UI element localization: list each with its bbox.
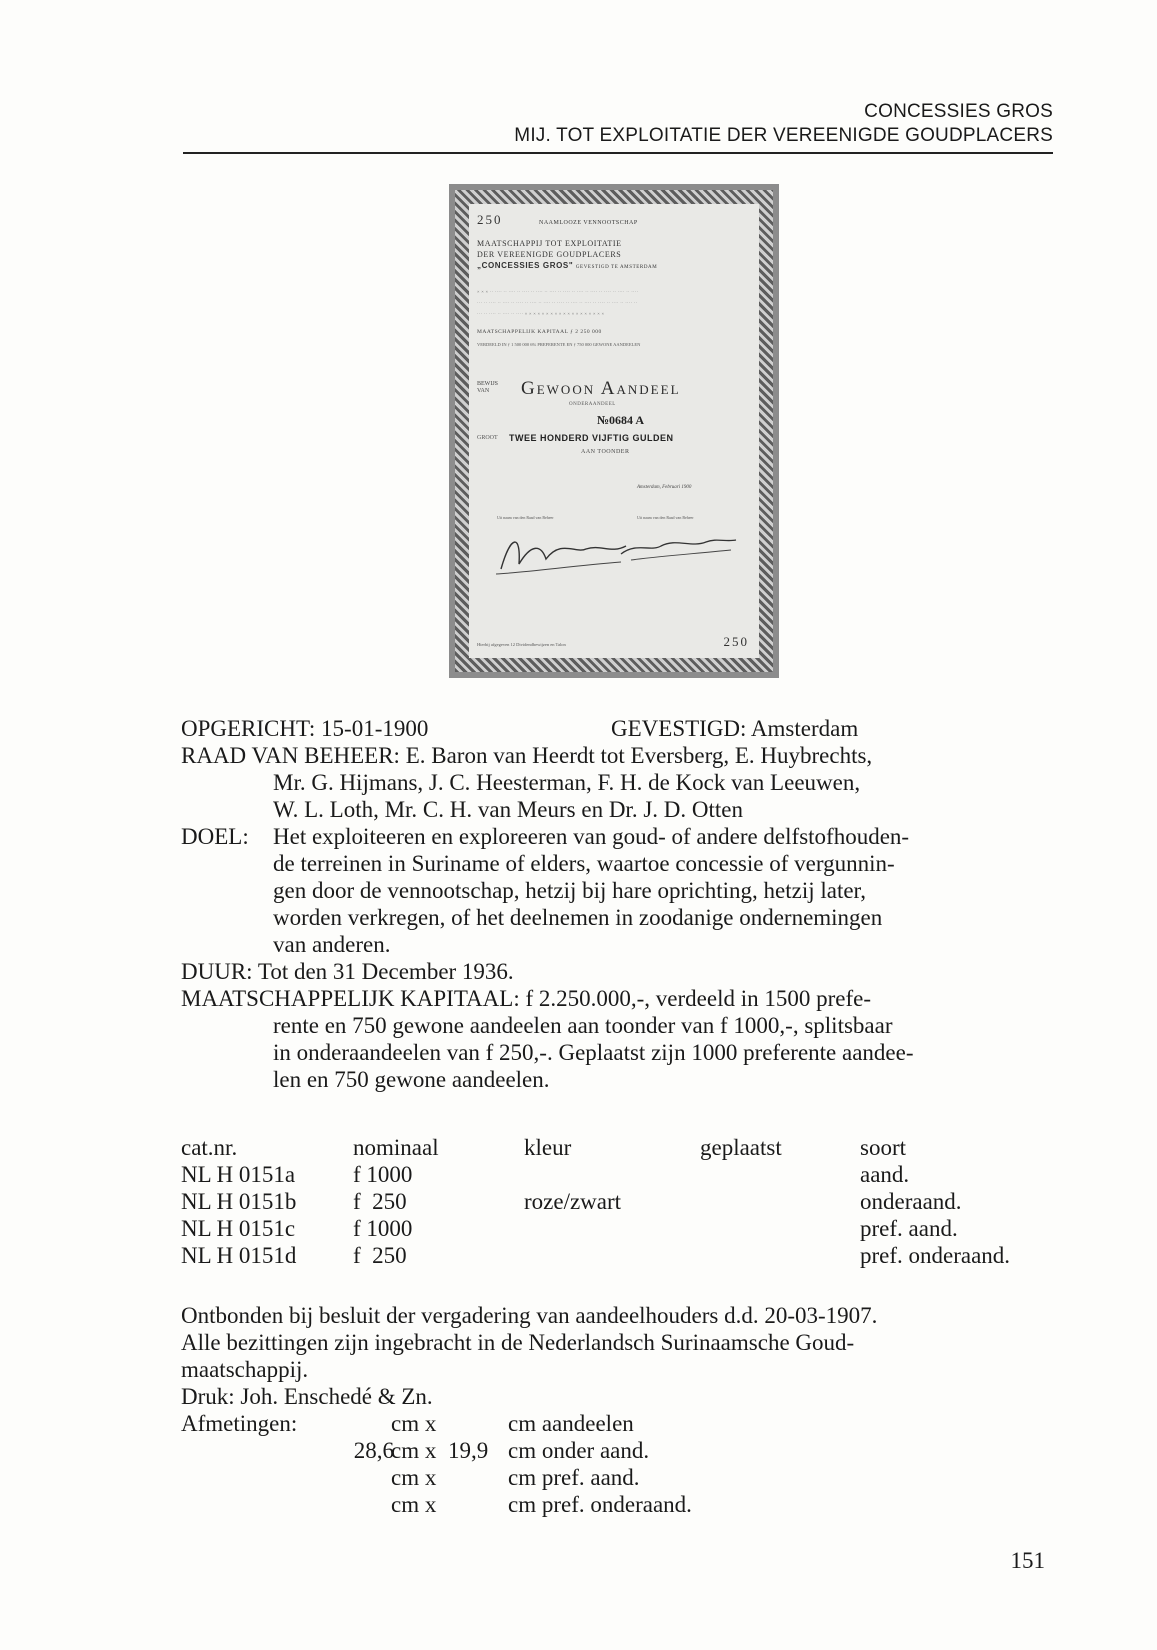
certificate-bewijs xyxy=(477,381,498,395)
afm-unit: cm x xyxy=(391,1465,437,1490)
table-cell: f 250 xyxy=(353,1243,407,1268)
certificate-value: TWEE HONDERD VIJFTIG GULDEN xyxy=(509,433,674,443)
company-line-1: MAATSCHAPPIJ TOT EXPLOITATIE xyxy=(477,239,622,248)
table-header: geplaatst xyxy=(700,1135,782,1160)
table-cell: aand. xyxy=(860,1162,910,1187)
certificate-nv: NAAMLOOZE VENNOOTSCHAP xyxy=(539,220,638,226)
afm-value: 28,6 xyxy=(353,1438,394,1463)
certificate-fine-print: ··· ·· ···· ·· ···· ·· ···· × × × × × × × × × × × × × × × × × × × xyxy=(477,311,605,316)
handwritten-signatures-icon xyxy=(491,524,741,584)
doel-line: van anderen. xyxy=(273,932,391,957)
raad-line: Mr. G. Hijmans, J. C. Heesterman, F. H. de Kock van Leeuwen, xyxy=(273,770,861,795)
afm-unit: cm x xyxy=(391,1438,437,1463)
share-certificate-image xyxy=(449,184,779,678)
table-header: cat.nr. xyxy=(181,1135,238,1160)
certificate-fine-print: × × × ·· ···· ·· ···· ·· ···· ·· ···· ·· ···· ·· ···· ·· ···· ·· ···· ·· ···· ·· ···· ·· ···· xyxy=(477,289,639,294)
certificate-coupon-note: Hierbij afgegeven 12 Dividendbewijzen en Talon xyxy=(477,642,566,647)
certificate-number-bottom: 250 xyxy=(723,634,749,649)
certificate-toonder: AAN TOONDER xyxy=(581,449,630,455)
certificate-date: Amsterdam, Februari 1900 xyxy=(637,485,692,490)
bewijs-label: BEWIJS xyxy=(477,381,498,387)
kapitaal-line: len en 750 gewone aandeelen. xyxy=(273,1067,550,1092)
running-header xyxy=(183,100,1053,148)
table-header: kleur xyxy=(524,1135,572,1160)
signature-caption-right: Uit naam van den Raad van Beheer xyxy=(637,515,694,520)
certificate-border xyxy=(455,190,773,672)
header-line-2: MIJ. TOT EXPLOITATIE DER VEREENIGDE GOUDPLACERS xyxy=(514,125,1053,146)
certificate-body xyxy=(469,204,759,658)
certificate-title: Gewoon Aandeel xyxy=(521,378,681,399)
kapitaal-line: in onderaandeelen van f 250,-. Geplaatst zijn 1000 preferente aandee- xyxy=(273,1040,914,1065)
certificate-subtitle: ONDERAANDEEL xyxy=(569,402,616,407)
kapitaal-line: MAATSCHAPPELIJK KAPITAAL: f 2.250.000,-, verdeeld in 1500 prefe- xyxy=(181,986,871,1011)
druk: Druk: Joh. Enschedé & Zn. xyxy=(181,1384,433,1409)
doel-line: Het exploiteeren en exploreeren van goud- of andere delfstofhouden- xyxy=(273,824,910,849)
certificate-number-top: 250 xyxy=(477,212,503,227)
duur: DUUR: Tot den 31 December 1936. xyxy=(181,959,514,984)
signature-caption-left: Uit naam van den Raad van Beheer xyxy=(497,515,554,520)
table-cell: NL H 0151b xyxy=(181,1189,297,1214)
company-line-2: DER VEREENIGDE GOUDPLACERS xyxy=(477,250,622,259)
afm-desc: cm aandeelen xyxy=(508,1411,634,1436)
doel-line: de terreinen in Suriname of elders, waartoe concessie of vergunnin- xyxy=(273,851,895,876)
table-cell: NL H 0151c xyxy=(181,1216,296,1241)
note-line: Ontbonden bij besluit der vergadering van aandeelhouders d.d. 20-03-1907. xyxy=(181,1303,878,1328)
afm-desc: cm pref. onderaand. xyxy=(508,1492,692,1517)
afmetingen-label: Afmetingen: xyxy=(181,1411,298,1436)
doel-label: DOEL: xyxy=(181,824,249,849)
doel-line: gen door de vennootschap, hetzij bij hare oprichting, hetzij later, xyxy=(273,878,867,903)
van-label: VAN xyxy=(477,388,490,394)
header-line-1: CONCESSIES GROS xyxy=(864,101,1053,122)
afm-desc: cm pref. aand. xyxy=(508,1465,640,1490)
afm-unit: cm x xyxy=(391,1411,437,1436)
catalogue-table xyxy=(181,1134,1061,1274)
afm-unit: cm x xyxy=(391,1492,437,1517)
company-seat: GEVESTIGD TE AMSTERDAM xyxy=(575,265,658,270)
table-cell: f 1000 xyxy=(353,1216,413,1241)
certificate-serial: №0684 A xyxy=(597,413,645,427)
page-number: 151 xyxy=(1010,1548,1045,1573)
table-cell: roze/zwart xyxy=(524,1189,622,1214)
table-cell: pref. aand. xyxy=(860,1216,958,1241)
kapitaal-line: rente en 750 gewone aandeelen aan toonder van f 1000,-, splitsbaar xyxy=(273,1013,893,1038)
certificate-verdeeld: VERDEELD IN ƒ 1 500 000 6% PREFERENTE EN ƒ 750 000 GEWONE AANDEELEN xyxy=(477,342,641,347)
doel-line: worden verkregen, of het deelnemen in zoodanige ondernemingen xyxy=(273,905,883,930)
certificate-groot: GROOT xyxy=(477,435,498,441)
table-cell: f 250 xyxy=(353,1189,407,1214)
company-name: „CONCESSIES GROS" xyxy=(477,261,574,270)
raad-line: W. L. Loth, Mr. C. H. van Meurs en Dr. J. D. Otten xyxy=(273,797,743,822)
afm-desc: cm onder aand. xyxy=(508,1438,650,1463)
gevestigd: GEVESTIGD: Amsterdam xyxy=(611,716,859,741)
afm-value: 19,9 xyxy=(448,1438,489,1463)
table-cell: pref. onderaand. xyxy=(860,1243,1011,1268)
certificate-fine-print: ··· ·· ···· ·· ···· ·· ···· ·· ···· ·· ···· ·· ···· ·· ···· ·· ···· ·· ···· ·· ···· ·· ···· ·· xyxy=(477,300,638,305)
note-line: maatschappij. xyxy=(181,1357,309,1382)
certificate-company xyxy=(477,238,657,273)
table-header: nominaal xyxy=(353,1135,439,1160)
raad-line: RAAD VAN BEHEER: E. Baron van Heerdt tot Eversberg, E. Huybrechts, xyxy=(181,743,873,768)
table-cell: NL H 0151a xyxy=(181,1162,296,1187)
note-line: Alle bezittingen zijn ingebracht in de Nederlandsch Surinaamsche Goud- xyxy=(181,1330,855,1355)
opgericht: OPGERICHT: 15-01-1900 xyxy=(181,716,429,741)
table-cell: f 1000 xyxy=(353,1162,413,1187)
certificate-capital: MAATSCHAPPELIJK KAPITAAL ƒ 2 250 000 xyxy=(477,329,602,335)
table-cell: onderaand. xyxy=(860,1189,962,1214)
table-header: soort xyxy=(860,1135,906,1160)
company-line-3 xyxy=(477,260,657,273)
table-cell: NL H 0151d xyxy=(181,1243,297,1268)
header-rule xyxy=(183,152,1053,154)
